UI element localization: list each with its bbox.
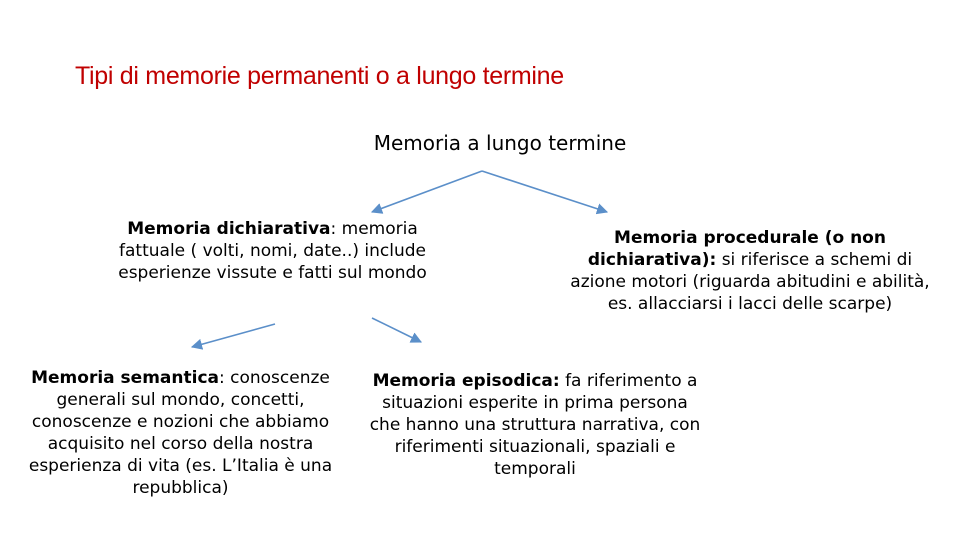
node-description: fa riferimento a situazioni esperite in prima persona che hanno una struttura narrativa, con riferimenti situazionali, spaziali e temporali [369,371,701,479]
node-label: Memoria a lungo termine [373,131,627,155]
arrow-to-episodica [372,318,421,342]
node-description: si riferisce a schemi di azione motori (riguarda abitudini e abilità, es. allacciarsi i lacci delle scarpe) [570,250,930,314]
arrow-to-dichiarativa [372,171,482,212]
node-heading: Memoria procedurale (o non dichiarativa): [587,228,886,270]
arrow-to-procedurale [482,171,607,212]
arrow-to-semantica [192,324,275,347]
node-description: : memoria fattuale ( volti, nomi, date..) include esperienze vissute e fatti sul mondo [118,219,427,283]
node-heading: Memoria episodica: [372,371,560,391]
node-heading: Memoria semantica [31,368,219,388]
node-heading: Memoria dichiarativa [127,219,331,239]
node-description: : conoscenze generali sul mondo, concetti, conoscenze e nozioni che abbiamo acquisito nel corso della nostra esperienza di vita (es. L’Italia è una repubblica) [28,368,333,498]
slide-title: Tipi di memorie permanenti o a lungo termine [75,62,564,90]
